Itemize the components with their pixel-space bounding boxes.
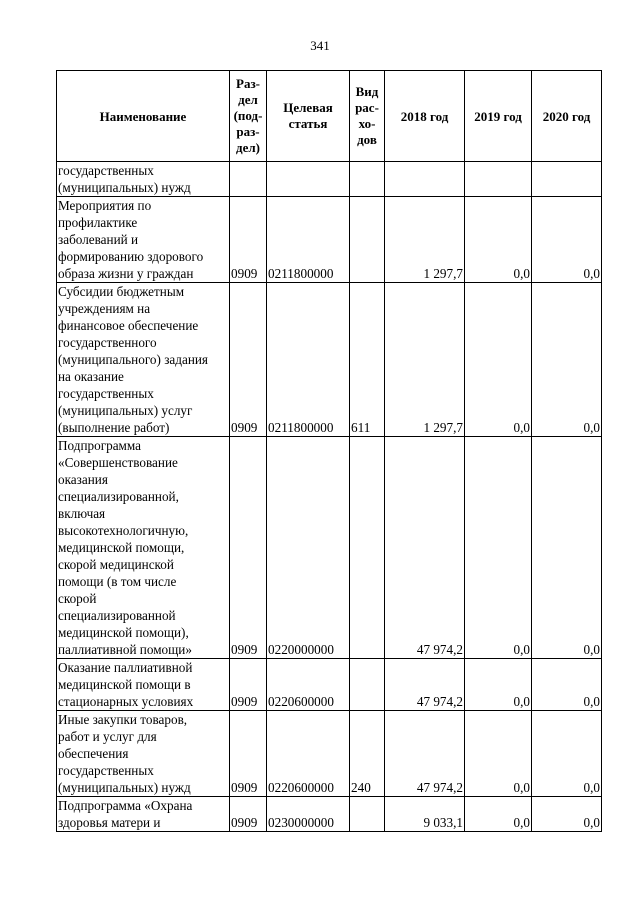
- row-section: [230, 162, 267, 197]
- row-2019: 0,0: [465, 797, 532, 832]
- header-2020: 2020 год: [532, 71, 602, 162]
- row-expense-type: [350, 659, 385, 711]
- row-name: Мероприятия по профилактике заболеваний и формированию здорового образа жизни у граждан: [57, 197, 230, 283]
- row-2020: 0,0: [532, 797, 602, 832]
- header-expense-type: Вид рас- хо- дов: [350, 71, 385, 162]
- row-name: государственных (муниципальных) нужд: [57, 162, 230, 197]
- row-2018: 47 974,2: [385, 437, 465, 659]
- row-2019: 0,0: [465, 711, 532, 797]
- budget-table: [56, 70, 602, 832]
- row-expense-type: 240: [350, 711, 385, 797]
- row-article: 0211800000: [267, 283, 350, 437]
- row-2020: 0,0: [532, 437, 602, 659]
- row-name: Подпрограмма «Охрана здоровья матери и: [57, 797, 230, 832]
- row-article: 0211800000: [267, 197, 350, 283]
- row-2018: 1 297,7: [385, 197, 465, 283]
- table-row: [57, 197, 602, 283]
- header-name: Наименование: [57, 71, 230, 162]
- header-row: [57, 71, 602, 162]
- row-section: 0909: [230, 711, 267, 797]
- row-name: Подпрограмма «Совершенствование оказания специализированной, включая высокотехнологичную, медицинской помощи, скорой медицинской помощи (в том числе скорой специализированной медицинской помощи), паллиативной помощи»: [57, 437, 230, 659]
- row-2019: [465, 162, 532, 197]
- row-article: 0230000000: [267, 797, 350, 832]
- row-2020: 0,0: [532, 283, 602, 437]
- header-section: Раз- дел (под- раз- дел): [230, 71, 267, 162]
- header-article: Целевая статья: [267, 71, 350, 162]
- row-article: 0220600000: [267, 711, 350, 797]
- row-expense-type: 611: [350, 283, 385, 437]
- row-article: 0220000000: [267, 437, 350, 659]
- row-section: 0909: [230, 437, 267, 659]
- row-section: 0909: [230, 197, 267, 283]
- row-article: 0220600000: [267, 659, 350, 711]
- row-name: Иные закупки товаров, работ и услуг для обеспечения государственных (муниципальных) нужд: [57, 711, 230, 797]
- row-2019: 0,0: [465, 659, 532, 711]
- row-2018: 47 974,2: [385, 659, 465, 711]
- header-2018: 2018 год: [385, 71, 465, 162]
- header-2019: 2019 год: [465, 71, 532, 162]
- row-2018: 1 297,7: [385, 283, 465, 437]
- row-2019: 0,0: [465, 197, 532, 283]
- row-2018: [385, 162, 465, 197]
- row-2019: 0,0: [465, 437, 532, 659]
- row-name: Субсидии бюджетным учреждениям на финансовое обеспечение государственного (муниципального) задания на оказание государственных (муниципальных) услуг (выполнение работ): [57, 283, 230, 437]
- row-section: 0909: [230, 797, 267, 832]
- table-row: [57, 711, 602, 797]
- row-expense-type: [350, 797, 385, 832]
- row-name: Оказание паллиативной медицинской помощи в стационарных условиях: [57, 659, 230, 711]
- row-article: [267, 162, 350, 197]
- table-row: [57, 162, 602, 197]
- table-row: [57, 797, 602, 832]
- table-row: [57, 437, 602, 659]
- row-2020: 0,0: [532, 197, 602, 283]
- row-expense-type: [350, 162, 385, 197]
- row-expense-type: [350, 197, 385, 283]
- row-2020: 0,0: [532, 711, 602, 797]
- table-row: [57, 283, 602, 437]
- row-2020: [532, 162, 602, 197]
- row-2019: 0,0: [465, 283, 532, 437]
- row-2018: 9 033,1: [385, 797, 465, 832]
- row-expense-type: [350, 437, 385, 659]
- row-2018: 47 974,2: [385, 711, 465, 797]
- table-row: [57, 659, 602, 711]
- row-section: 0909: [230, 659, 267, 711]
- row-2020: 0,0: [532, 659, 602, 711]
- page-number: 341: [310, 38, 330, 53]
- row-section: 0909: [230, 283, 267, 437]
